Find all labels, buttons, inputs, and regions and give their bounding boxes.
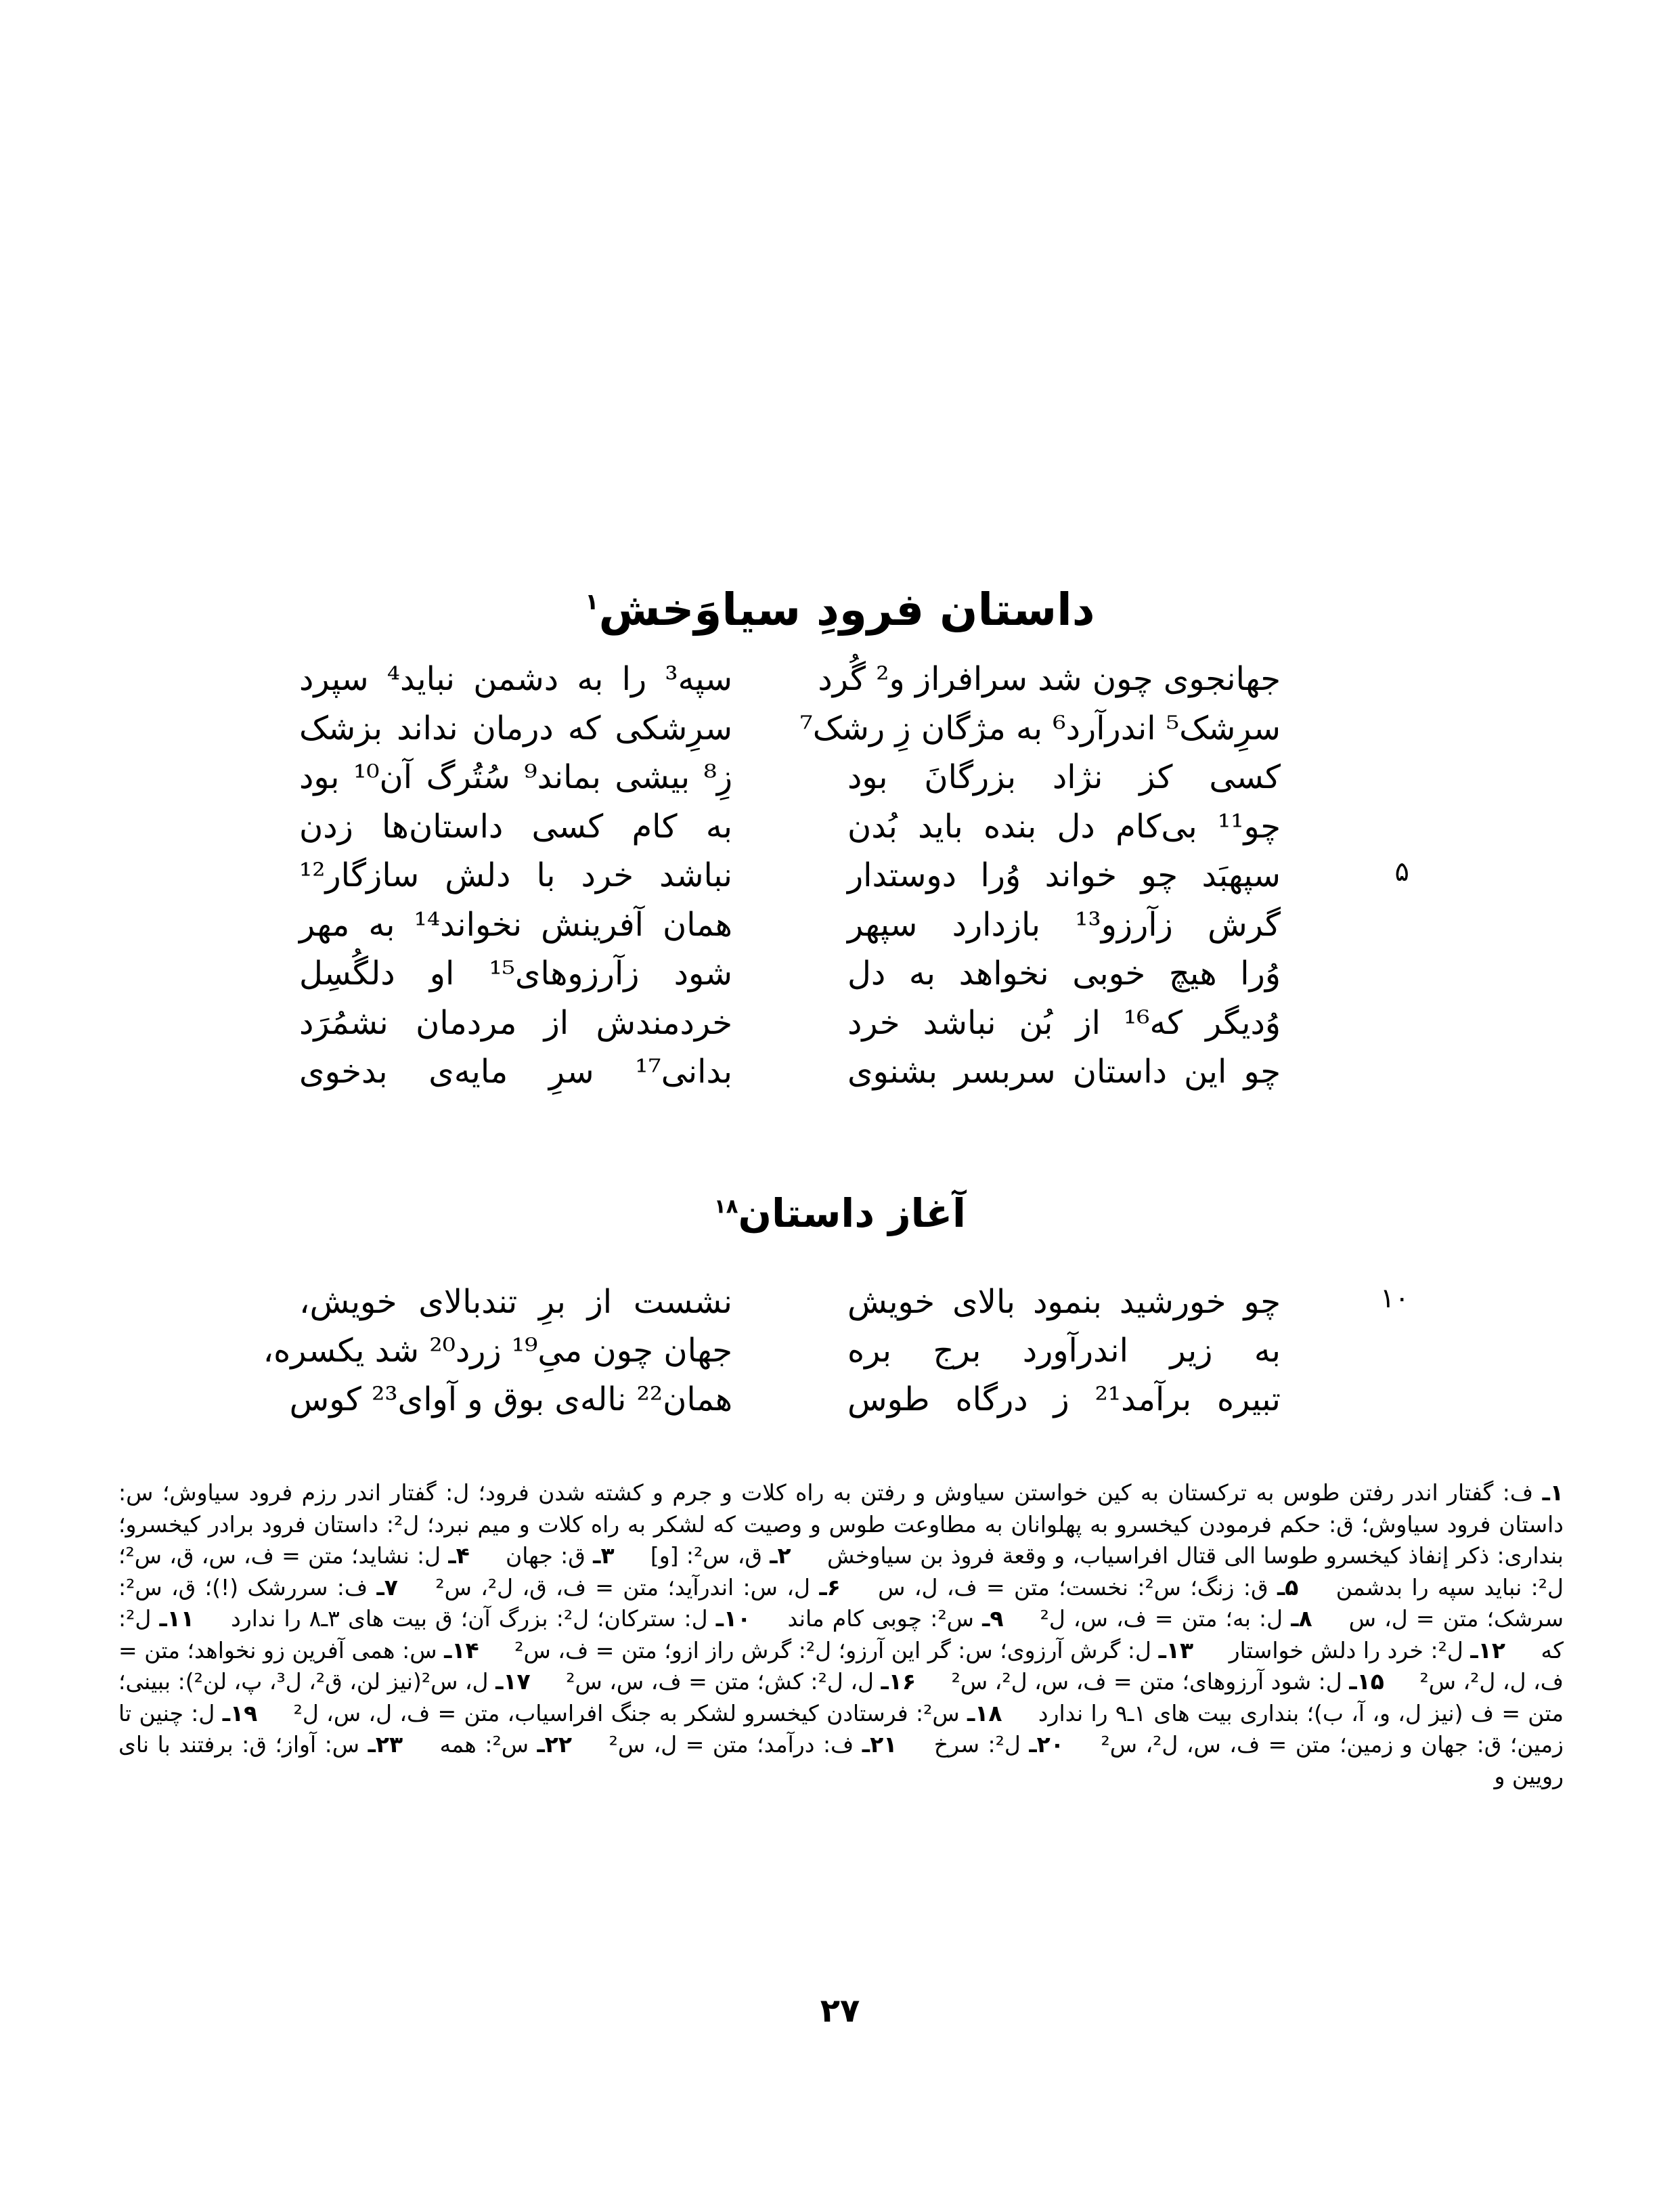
footnote-text: ل: گرش آرزوی؛ س: گر این آرزو؛ ل²: گرش راز ازو؛ متن = ف، س² <box>514 1636 1151 1663</box>
footnote <box>1040 1605 1312 1632</box>
footnote-text: ف: گفتار اندر رفتن طوس به ترکستان به کین خواستن سیاوش و رفتن به راه کلات و جرم و کشته شدن فرود؛ ل: گفتار اندر رزم فرود سیاوش؛ س: داستان فرود سیاوش؛ ق: حکم فرمودن کیخسرو به پهلوانان به مطاوعت طوس و وصیت که لشکر به راه کلات و میم نبرد؛ ل²: داستان فرود برادر کیخسرو؛ بنداری: ذکر إنفاذ کیخسرو طوسا الی قتال افراسیاب، و وقعة فروذ بن سیاوخش <box>118 1479 1564 1569</box>
verse-second-hemistich: خردمندش از مردمان نشمُرَد <box>299 1003 732 1042</box>
verse-couplet <box>0 856 1680 906</box>
verse-couplet <box>0 758 1680 808</box>
verse-second-hemistich: نباشد خرد با دلش سازگار¹² <box>299 856 732 894</box>
verse-couplet <box>0 710 1680 759</box>
footnote-number: ۱۰ـ <box>715 1605 751 1632</box>
footnote-text: ف: درآمد؛ متن = ل، س² <box>609 1731 854 1758</box>
footnote-text: س²: فرستادن کیخسرو لشکر به جنگ افراسیاب، متن = ف، ل، س، ل² <box>293 1699 960 1726</box>
verse-couplet <box>0 1053 1680 1102</box>
footnote-number: ۲۲ـ <box>537 1731 573 1758</box>
footnote <box>506 1542 615 1569</box>
footnote <box>440 1731 572 1758</box>
verse-couplet <box>0 660 1680 710</box>
verse-second-hemistich: جهان چون میِ¹⁹ زرد²⁰ شد یکسره، <box>263 1332 732 1370</box>
footnote-text: ل: نشاید؛ متن = ف، س، ق، س²؛ ل²: نباید سپه را بدشمن <box>118 1542 1564 1601</box>
footnote <box>952 1668 1384 1695</box>
verse-block-beginning <box>0 1283 1680 1429</box>
footnote-text: ل، س: اندرآید؛ متن = ف، ق، ل²، س² <box>435 1573 810 1601</box>
footnote-number: ۷ـ <box>376 1573 398 1601</box>
footnote-number: ۸ـ <box>1291 1605 1312 1632</box>
footnote <box>787 1605 1003 1632</box>
footnote-number: ۱۳ـ <box>1158 1636 1194 1663</box>
footnote-number: ۱۲ـ <box>1470 1636 1505 1663</box>
verse-first-hemistich: سرِشک⁵ اندرآرد⁶ به مژگان زِ رشک⁷ <box>799 709 1281 747</box>
footnote-number: ۵ـ <box>1277 1573 1299 1601</box>
footnote-number: ۹ـ <box>982 1605 1004 1632</box>
footnote-text: س: همی آفرین زو نخواهد؛ متن = ف، ل، ل²، س² <box>118 1636 1564 1695</box>
footnote <box>650 1542 791 1569</box>
verse-second-hemistich: زِ⁸ بیشی بماند⁹ سُتُرگ آن¹⁰ بود <box>299 758 733 796</box>
verse-first-hemistich: سپهبَد چو خواند وُرا دوستدار <box>847 856 1281 894</box>
footnote-number: ۱۸ـ <box>967 1699 1002 1726</box>
verse-first-hemistich: چو¹¹ بی‌کام دل بنده باید بُدن <box>847 807 1281 846</box>
verse-second-hemistich: همان آفرینش نخواند¹⁴ به مهر <box>299 905 732 944</box>
footnote-number: ۱۹ـ <box>222 1699 258 1726</box>
verse-first-hemistich: چو این داستان سربسر بشنوی <box>847 1053 1281 1091</box>
footnote-number: ۲۱ـ <box>862 1731 898 1758</box>
verse-first-hemistich: چو خورشید بنمود بالای خویش <box>847 1283 1281 1321</box>
verse-first-hemistich: وُرا هیچ خوبی نخواهد به دل <box>847 955 1281 993</box>
verse-second-hemistich: سرِشکی که درمان نداند بزشک <box>299 709 732 747</box>
verse-couplet <box>0 906 1680 955</box>
footnote-text: ف: سررشک (!)؛ ق، س²: سرشک؛ متن = ل، س <box>118 1573 1564 1632</box>
footnote <box>566 1668 916 1695</box>
verse-couplet <box>0 1380 1680 1429</box>
footnote-number: ۱۵ـ <box>1349 1668 1384 1695</box>
footnote-text: ل²: سرخ <box>933 1731 1021 1758</box>
footnote-number: ۱ـ <box>1542 1479 1564 1506</box>
footnote-text: ق: زنگ؛ س²: نخست؛ متن = ف، ل، س <box>878 1573 1268 1601</box>
footnote-text: ل: چنین تا زمین؛ ق: جهان و زمین؛ متن = ف، س، ل²، س² <box>118 1699 1564 1758</box>
title-footnote-ref: ۱ <box>585 588 599 615</box>
footnote-text: س²: همه <box>439 1731 529 1758</box>
verse-couplet <box>0 955 1680 1004</box>
footnote-text: ل²: که <box>118 1605 1564 1663</box>
chapter-title-text: داستان فرودِ سیاوَخش <box>598 584 1095 636</box>
page-number: ۲۷ <box>820 1992 860 2030</box>
verse-second-hemistich: به کام کسی داستان‌ها زدن <box>299 807 732 846</box>
footnote-text: س: آواز؛ ق: برفتند با نای رویین و <box>118 1731 1564 1789</box>
verse-first-hemistich: جهانجوی چون شد سرافراز و² گُرد <box>818 660 1281 698</box>
footnote-text: ق، س²: [و] <box>650 1542 762 1569</box>
verse-couplet <box>0 1004 1680 1053</box>
verse-first-hemistich: گرش زآرزو¹³ بازدارد سپهر <box>847 905 1281 944</box>
footnote <box>1229 1637 1505 1663</box>
footnote-text: ل: شود آرزوهای؛ متن = ف، س، ل²، س² <box>951 1668 1342 1695</box>
footnote-number: ۴ـ <box>448 1542 470 1569</box>
verse-first-hemistich: تبیره برآمد²¹ ز درگاه طوس <box>847 1380 1281 1418</box>
footnote-text: ل: به؛ متن = ف، س، ل² <box>1040 1605 1283 1632</box>
footnote-number: ۱۶ـ <box>881 1668 916 1695</box>
verse-couplet <box>0 1332 1680 1380</box>
section-title <box>0 1190 1680 1236</box>
footnote <box>294 1700 1002 1726</box>
verse-number: ۱۰ <box>1380 1283 1409 1314</box>
footnote-number: ۳ـ <box>593 1542 615 1569</box>
verse-number: ۵ <box>1394 856 1409 888</box>
footnote-number: ۲۳ـ <box>368 1731 403 1758</box>
footnote <box>878 1574 1298 1601</box>
footnote <box>435 1574 840 1601</box>
verse-block-intro <box>0 660 1680 1102</box>
verse-second-hemistich: نشست از برِ تندبالای خویش، <box>299 1283 732 1321</box>
footnote-number: ۱۷ـ <box>495 1668 531 1695</box>
verse-first-hemistich: وُدیگر که¹⁶ از بُن نباشد خرد <box>847 1003 1281 1042</box>
footnote-text: س²: چوبی کام ماند <box>787 1605 974 1632</box>
verse-first-hemistich: به زیر اندرآورد برج بره <box>847 1332 1281 1370</box>
footnote-text: ل، ل²: کش؛ متن = ف، س، س² <box>566 1668 874 1695</box>
footnote <box>231 1605 751 1632</box>
footnote-number: ۱۱ـ <box>159 1605 195 1632</box>
verse-couplet <box>0 808 1680 857</box>
verse-first-hemistich: کسی کز نژاد بزرگانَ بود <box>847 758 1281 796</box>
footnote-text: ل²: خرد را دلش خواستار <box>1229 1636 1463 1663</box>
verse-couplet <box>0 1283 1680 1332</box>
footnote-number: ۱۴ـ <box>444 1636 479 1663</box>
verse-second-hemistich: همان²² ناله‌ی بوق و آوای²³ کوس <box>289 1380 732 1418</box>
verse-second-hemistich: سپه³ را به دشمن نباید⁴ سپرد <box>299 660 732 698</box>
footnote-text: ل: ستركان؛ ل²: بزرگ آن؛ ق بیت های ۳ـ۸ را ندارد <box>231 1605 708 1632</box>
verse-second-hemistich: بدانی¹⁷ سرِ مایه‌ی بدخوی <box>299 1053 732 1091</box>
section-title-text: آغاز داستان <box>738 1190 966 1236</box>
footnote-text: ل، س²(نیز لن، ق²، ل³، پ، لن²): ببینی؛ متن = ف (نیز ل، و، آ، ب)؛ بنداری بیت های ۱ـ۹ را ندارد <box>118 1668 1564 1726</box>
footnote <box>934 1731 1064 1758</box>
footnotes <box>118 1477 1564 1792</box>
chapter-title <box>0 584 1680 636</box>
verse-second-hemistich: شود زآرزوهای¹⁵ او دلگُسِل <box>299 955 732 993</box>
footnote-number: ۲۰ـ <box>1029 1731 1064 1758</box>
footnote-number: ۲ـ <box>770 1542 791 1569</box>
footnote <box>609 1731 898 1758</box>
footnote-number: ۶ـ <box>819 1573 841 1601</box>
section-title-footnote-ref: ۱۸ <box>714 1194 738 1218</box>
footnote <box>514 1637 1193 1663</box>
footnote-text: ق: جهان <box>506 1542 585 1569</box>
